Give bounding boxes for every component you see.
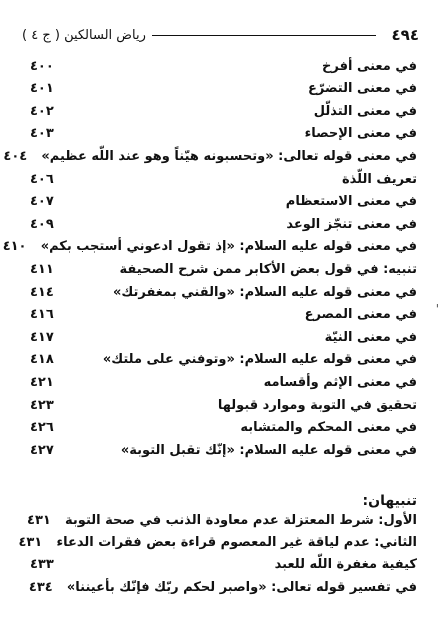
toc-entry: [30, 371, 417, 393]
entry-page-number: ٤٠٧: [30, 194, 54, 210]
entry-page-number: ٤١٠: [2, 239, 27, 255]
entry-page-number: ٤١٦: [30, 307, 54, 323]
entry-page-number: ٤٣١: [27, 512, 51, 528]
toc-entry: [30, 554, 417, 576]
toc-entry: [30, 349, 417, 371]
entry-page-number: ٤١٨: [30, 352, 54, 368]
toc-entry: [30, 394, 417, 416]
entry-title: في معنى النيّة: [324, 329, 417, 345]
toc-entry: [30, 191, 417, 213]
entry-page-number: ٤٠٦: [30, 171, 54, 187]
page-header: [22, 22, 419, 48]
entry-title: الثاني: عدم لياقة غير المعصوم قراءة بعض فقرات الدعاء: [56, 534, 417, 550]
toc-entry: [30, 213, 417, 235]
entry-page-number: ٤٠٩: [30, 216, 54, 232]
entry-title: في معنى الإثم وأقسامه: [263, 374, 417, 390]
toc-entry: [30, 326, 417, 348]
entry-page-number: ٤٠٢: [30, 103, 54, 119]
entry-page-number: ٤٢٧: [30, 442, 54, 458]
entry-title: في معنى المصرع: [304, 307, 417, 323]
entry-title: تعريف اللّذة: [341, 171, 417, 187]
entry-page-number: ٤٣٣: [30, 557, 54, 573]
entry-page-number: ٤٠٣: [30, 126, 54, 142]
entry-title: في معنى قوله عليه السلام: «إنّك تقبل التوبة»: [120, 442, 417, 458]
entry-page-number: ٤١٧: [30, 329, 54, 345]
toc-entry: [27, 509, 417, 531]
entry-title: تحقيق في التوبة وموارد قبولها: [217, 397, 417, 413]
toc-entry: [3, 145, 417, 167]
entry-page-number: ٤١١: [30, 261, 54, 277]
toc-entry: [30, 417, 417, 439]
entry-title: في معنى الإحصاء: [304, 126, 417, 142]
toc-entry: [2, 236, 417, 258]
toc-entry: [30, 123, 417, 145]
section-title: تنبيهان:: [362, 493, 417, 509]
entry-title: في معنى المحكم والمتشابه: [240, 420, 417, 436]
toc-entry: [30, 576, 417, 598]
entry-title: في معنى قوله تعالى: «وتحسبونه هيّناً وهو عند اللّه عظيم»: [41, 148, 417, 164]
entry-title: كيفية مغفرة اللّه للعبد: [274, 557, 417, 573]
header-rule: [152, 35, 376, 36]
entry-title: في معنى قوله عليه السلام: «وتوفني على ملتك»: [102, 352, 417, 368]
toc-entry: [30, 304, 417, 326]
entry-title: في معنى قوله عليه السلام: «والقني بمغفرتك»: [112, 284, 417, 300]
margin-mark: ': [435, 302, 439, 316]
entry-page-number: ٤٢١: [30, 374, 54, 390]
toc-entry: [30, 55, 417, 77]
toc-entry: [30, 78, 417, 100]
entry-title: في معنى أفرخ: [322, 58, 417, 74]
toc-entry: [30, 258, 417, 280]
entry-page-number: ٤٠٤: [3, 148, 28, 164]
toc-entry: [18, 531, 417, 553]
entry-title: الأول: شرط المعتزلة عدم معاودة الذنب في صحة التوبة: [65, 512, 417, 528]
toc-entry: [30, 281, 417, 303]
page-number: ٤٩٤: [391, 26, 419, 44]
entry-title: في معنى قوله عليه السلام: «إذ تقول ادعوني أستجب بكم»: [40, 239, 417, 255]
entry-title: تنبيه: في قول بعض الأكابر ممن شرح الصحيفة: [119, 261, 417, 277]
entry-page-number: ٤٢٣: [30, 397, 54, 413]
entry-page-number: ٤٣٤: [28, 579, 53, 595]
toc-entry: [30, 439, 417, 461]
entry-title: في معنى التضرّع: [308, 81, 417, 97]
entry-page-number: ٤٠١: [30, 81, 54, 97]
entry-title: في معنى تنجّز الوعد: [286, 216, 417, 232]
entry-page-number: ٤٢٦: [30, 420, 54, 436]
entry-title: في تفسير قوله تعالى: «واصبر لحكم ربّك فإنّك بأعيننا»: [66, 579, 417, 595]
toc-entry: [30, 168, 417, 190]
entry-page-number: ٤١٤: [30, 284, 54, 300]
toc-entry: [30, 100, 417, 122]
running-title: رياض السالكين ( ج ٤ ): [22, 27, 146, 43]
entry-title: في معنى التذلّل: [313, 103, 417, 119]
entry-page-number: ٤٠٠: [30, 58, 54, 74]
entry-title: في معنى الاستعظام: [285, 194, 417, 210]
entry-page-number: ٤٣١: [18, 534, 43, 550]
